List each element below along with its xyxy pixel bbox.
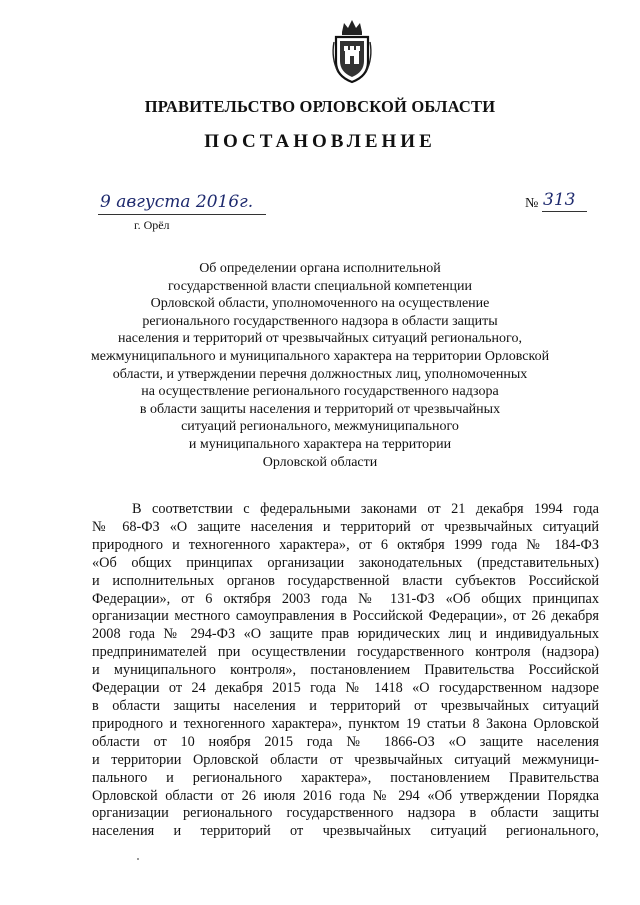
body-line: 2008 года № 294-ФЗ «О защите прав юридических лиц и индивидуальных (92, 626, 599, 643)
subject-line: на осуществление регионального государственного надзора (141, 384, 499, 400)
subject-line: регионального государственного надзора в области защиты (142, 313, 498, 329)
body-line: населения и территорий от чрезвычайных ситуаций регионального, (92, 823, 599, 840)
number-underline (542, 211, 587, 212)
handwritten-number: 313 (543, 190, 576, 210)
handwritten-date: 9 августа 2016г. (100, 192, 254, 212)
body-line: Федерации от 24 декабря 2015 года № 1418 «О государственном надзоре (92, 680, 599, 697)
body-line: Федерации», от 6 октября 2003 года № 131-ФЗ «Об общих принципах (92, 590, 599, 607)
document-type-heading: ПОСТАНОВЛЕНИЕ (204, 131, 436, 152)
body-line: Орловской области от 26 июля 2016 года № 294 «Об утверждении Порядка (92, 787, 599, 804)
government-title: ПРАВИТЕЛЬСТВО ОРЛОВСКОЙ ОБЛАСТИ (144, 97, 496, 116)
body-line: природного и техногенного характера», от 6 октября 1999 года № 184-ФЗ (92, 536, 599, 553)
subject-line: межмуниципального и муниципального характера на территории Орловской (90, 348, 550, 364)
body-line: и территории Орловской области от чрезвычайных ситуаций межмуници- (92, 751, 599, 768)
subject-line: области, и утверждении перечня должностных лиц, уполномоченных (112, 366, 528, 382)
body-line: природного и техногенного характера», пунктом 19 статьи 8 Закона Орловской (92, 715, 599, 732)
body-line: В соответствии с федеральными законами от 21 декабря 1994 года (132, 501, 599, 517)
body-line: пального и регионального характера», постановлением Правительства (92, 769, 599, 786)
body-line: организации местного самоуправления в Российской Федерации», от 26 декабря (92, 608, 599, 625)
number-label: № (525, 196, 539, 211)
document-body (92, 501, 599, 841)
coat-of-arms-emblem (330, 18, 374, 84)
subject-line: Орловской области (262, 454, 378, 470)
subject-line: населения и территорий от чрезвычайных ситуаций регионального, (118, 331, 522, 347)
date-underline (98, 214, 266, 215)
body-line: «Об общих принципах организации законодательных (представительных) (92, 554, 599, 571)
subject-line: ситуаций регионального, межмуниципального (181, 419, 459, 435)
subject-line: государственной власти специальной компетенции (167, 278, 472, 294)
subject-line: в области защиты населения и территорий от чрезвычайных (139, 401, 501, 417)
body-line: в области защиты населения и территорий от чрезвычайных ситуаций (92, 697, 599, 714)
city-label: г. Орёл (134, 218, 170, 232)
subject-line: Об определении органа исполнительной (199, 261, 441, 276)
subject-line: и муниципального характера на территории (188, 436, 452, 452)
body-line: предпринимателей при осуществлении государственного контроля (надзора) (92, 644, 599, 661)
scan-speck (137, 858, 139, 860)
body-line: области от 10 ноября 2015 года № 1866-ОЗ «О защите населения (92, 733, 599, 750)
body-line: № 68-ФЗ «О защите населения и территорий от чрезвычайных ситуаций (92, 518, 599, 535)
body-line: и исполнительных органов государственной власти субъектов Российской (92, 572, 599, 589)
body-line: и муниципального контроля», постановлением Правительства Российской (92, 662, 599, 679)
body-line: организации регионального государственного надзора в области защиты (92, 805, 599, 822)
subject-line: Орловской области, уполномоченного на осуществление (150, 296, 490, 312)
document-subject (60, 260, 580, 471)
